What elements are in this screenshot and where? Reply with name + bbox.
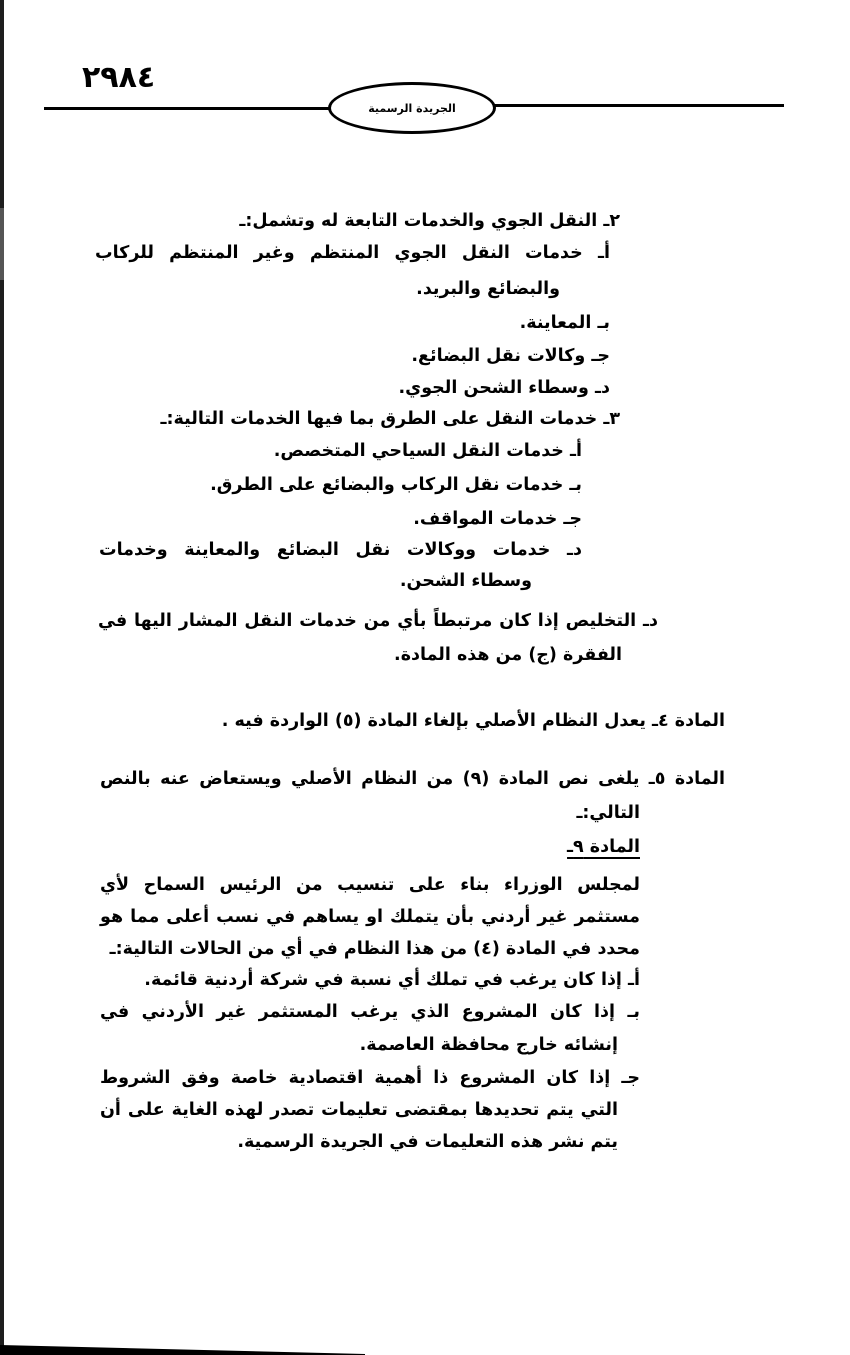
header-emblem (328, 82, 496, 134)
article9-intro-line1: لمجلس الوزراء بناء على تنسيب من الرئيس السماح لأي (100, 875, 640, 895)
article9-a: أـ إذا كان يرغب في تملك أي نسبة في شركة أردنية قائمة. (144, 970, 640, 990)
publication-title: الجريدة الرسمية (368, 101, 456, 115)
item2-b: بـ المعاينة. (519, 313, 610, 333)
article9-subheading: المادة ٩ـ (567, 837, 640, 857)
item2-c: جـ وكالات نقل البضائع. (411, 346, 610, 366)
item2-a-line1: أـ خدمات النقل الجوي المنتظم وغير المنتظم للركاب (95, 243, 610, 263)
page-bottom-shadow (0, 1345, 365, 1355)
article9-c-line3: يتم نشر هذه التعليمات في الجريدة الرسمية. (237, 1132, 618, 1152)
article9-b-line2: إنشائه خارج محافظة العاصمة. (359, 1035, 618, 1055)
article5-line2: التالي:ـ (576, 803, 640, 823)
item3-d-line2: وسطاء الشحن. (399, 571, 532, 591)
article4-text: المادة ٤ـ يعدل النظام الأصلي بإلغاء المادة (٥) الواردة فيه . (221, 711, 725, 731)
article9-intro-line2: مستثمر غير أردني بأن يتملك او يساهم في نسب أعلى مما هو (100, 907, 640, 927)
article5-line1: المادة ٥ـ يلغى نص المادة (٩) من النظام الأصلي ويستعاض عنه بالنص (100, 769, 725, 789)
viewer-left-edge (0, 0, 4, 1355)
header-rule-left (44, 107, 330, 110)
scrollbar-thumb[interactable] (0, 208, 4, 280)
item2-heading: ٢ـ النقل الجوي والخدمات التابعة له وتشمل:ـ (239, 211, 620, 231)
item3-d-line1: دـ خدمات ووكالات نقل البضائع والمعاينة وخدمات (99, 540, 582, 560)
article9-intro-line3: محدد في المادة (٤) من هذا النظام في أي من الحالات التالية:ـ (109, 939, 640, 959)
article9-c-line1: جـ إذا كان المشروع ذا أهمية اقتصادية خاصة وفق الشروط (100, 1068, 640, 1088)
item3-heading: ٣ـ خدمات النقل على الطرق بما فيها الخدمات التالية:ـ (160, 409, 620, 429)
clause-d-line1: دـ التخليص إذا كان مرتبطاً بأي من خدمات النقل المشار اليها في (98, 611, 658, 631)
item3-b: بـ خدمات نقل الركاب والبضائع على الطرق. (210, 475, 582, 495)
header-rule-right (494, 104, 784, 107)
item3-a: أـ خدمات النقل السياحي المتخصص. (273, 441, 582, 461)
item2-a-line2: والبضائع والبريد. (416, 279, 560, 299)
page-number: ٢٩٨٤ (82, 60, 156, 95)
article9-b-line1: بـ إذا كان المشروع الذي يرغب المستثمر غير الأردني في (100, 1002, 640, 1022)
item2-d: دـ وسطاء الشحن الجوي. (398, 378, 610, 398)
clause-d-line2: الفقرة (ج) من هذه المادة. (394, 645, 622, 665)
article9-c-line2: التي يتم تحديدها بمقتضى تعليمات تصدر لهذه الغاية على أن (100, 1100, 618, 1120)
item3-c: جـ خدمات المواقف. (413, 509, 582, 529)
